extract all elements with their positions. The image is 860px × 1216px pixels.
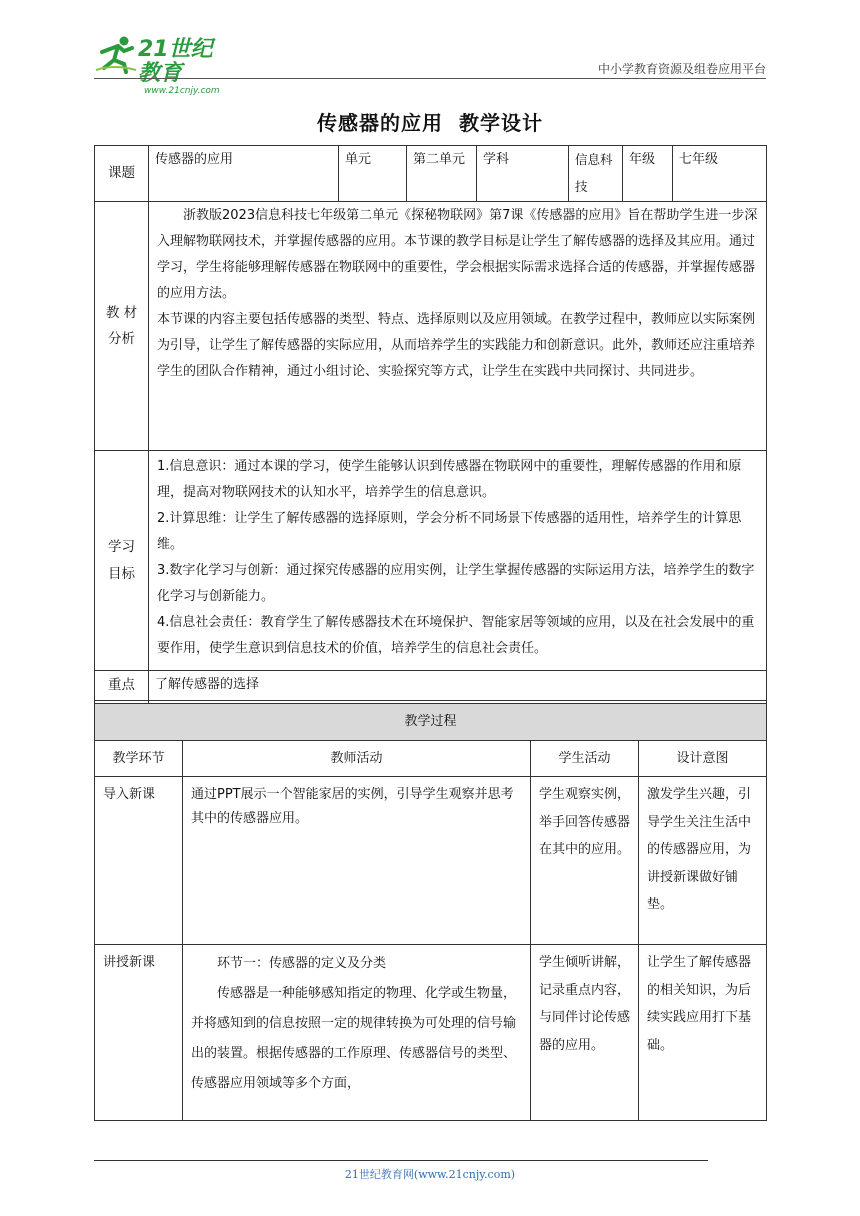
analysis-label-line1: 教 材 xyxy=(105,304,138,321)
teacher-activity-text: 传感器是一种能够感知指定的物理、化学或生物量，并将感知到的信息按照一定的规律转换为可处理的信号输出的装置。根据传感器的工作原理、传感器信号的类型、传感器应用领域等多个方面， xyxy=(191,986,517,1091)
analysis-label-line2: 分析 xyxy=(108,331,135,347)
intent-cell: 让学生了解传感器的相关知识，为后续实践应用打下基础。 xyxy=(639,945,767,1121)
teacher-activity-cell xyxy=(183,945,531,1121)
page-title: 传感器的应用 教学设计 xyxy=(317,111,543,135)
course-label: 课题 xyxy=(95,146,149,202)
footer-text: 21世纪教育网(www.21cnjy.com) xyxy=(344,1168,516,1181)
goals-label xyxy=(95,451,149,671)
info-table xyxy=(94,145,767,730)
teacher-activity-text: 通过PPT展示一个智能家居的实例，引导学生观察并思考其中的传感器应用。 xyxy=(191,787,514,826)
stage-cell: 导入新课 xyxy=(95,777,183,945)
column-header: 教学环节 xyxy=(95,740,183,777)
column-header: 教师活动 xyxy=(183,740,531,777)
process-table xyxy=(94,703,767,1121)
unit-value: 第二单元 xyxy=(407,146,477,202)
course-value: 传感器的应用 xyxy=(149,146,339,202)
subject-value: 信息科技 xyxy=(569,146,623,202)
column-header: 设计意图 xyxy=(639,740,767,777)
teacher-activity-cell xyxy=(183,777,531,945)
platform-text: 中小学教育资源及组卷应用平台 xyxy=(597,62,766,76)
key-point-label: 重点 xyxy=(95,671,149,701)
logo xyxy=(94,34,220,96)
teacher-activity-heading: 环节一：传感器的定义及分类 xyxy=(217,956,387,971)
analysis-paragraph-1: 浙教版2023信息科技七年级第二单元《探秘物联网》第7课《传感器的应用》旨在帮助学生进一步深入理解物联网技术，并掌握传感器的应用。本节课的教学目标是让学生了解传感器的选择及其应用。通过学习，学生将能够理解传感器在物联网中的重要性，学会根据实际需求选择合适的传感器，并掌握传感器的应用方法。 xyxy=(157,208,758,301)
stage-cell: 讲授新课 xyxy=(95,945,183,1121)
goal-item: 2.计算思维：让学生了解传感器的选择原则，学会分析不同场景下传感器的适用性，培养学生的计算思维。 xyxy=(157,511,742,552)
goals-content xyxy=(149,451,767,671)
intent-cell: 激发学生兴趣，引导学生关注生活中的传感器应用，为讲授新课做好铺垫。 xyxy=(639,777,767,945)
header-divider xyxy=(94,78,766,79)
analysis-paragraph-2: 本节课的内容主要包括传感器的类型、特点、选择原则以及应用领域。在教学过程中，教师应以实际案例为引导，让学生了解传感器的实际应用，从而培养学生的实践能力和创新意识。此外，教师还应注重培养学生的团队合作精神，通过小组讨论、实验探究等方式，让学生在实践中共同探讨、共同进步。 xyxy=(157,312,756,379)
goals-label-line1: 学习 xyxy=(108,539,135,555)
unit-label: 单元 xyxy=(339,146,407,202)
goals-label-line2: 目标 xyxy=(108,565,135,582)
table-row xyxy=(95,777,767,945)
grade-value: 七年级 xyxy=(673,146,767,202)
logo-sub-text: www.21cnjy.com xyxy=(144,86,220,96)
table-row xyxy=(95,945,767,1121)
footer-divider xyxy=(94,1160,708,1161)
student-activity-cell: 学生倾听讲解，记录重点内容，与同伴讨论传感器的应用。 xyxy=(531,945,639,1121)
goal-item: 1.信息意识：通过本课的学习，使学生能够认识到传感器在物联网中的重要性，理解传感器的作用和原理，提高对物联网技术的认知水平，培养学生的信息意识。 xyxy=(157,459,742,500)
student-activity-cell: 学生观察实例，举手回答传感器在其中的应用。 xyxy=(531,777,639,945)
runner-logo-icon xyxy=(94,34,138,74)
goal-item: 4.信息社会责任：教育学生了解传感器技术在环境保护、智能家居等领域的应用，以及在社会发展中的重要作用，使学生意识到信息技术的价值，培养学生的信息社会责任。 xyxy=(157,615,755,656)
analysis-label xyxy=(95,202,149,451)
page-header xyxy=(94,28,766,96)
key-point-value: 了解传感器的选择 xyxy=(149,671,767,701)
subject-label: 学科 xyxy=(477,146,569,202)
logo-main-text: 21世纪教育 xyxy=(138,37,213,86)
analysis-content xyxy=(149,202,767,451)
process-title: 教学过程 xyxy=(95,704,767,741)
goal-item: 3.数字化学习与创新：通过探究传感器的应用实例，让学生掌握传感器的实际运用方法，培养学生的数字化学习与创新能力。 xyxy=(157,563,755,604)
grade-label: 年级 xyxy=(623,146,673,202)
column-header: 学生活动 xyxy=(531,740,639,777)
